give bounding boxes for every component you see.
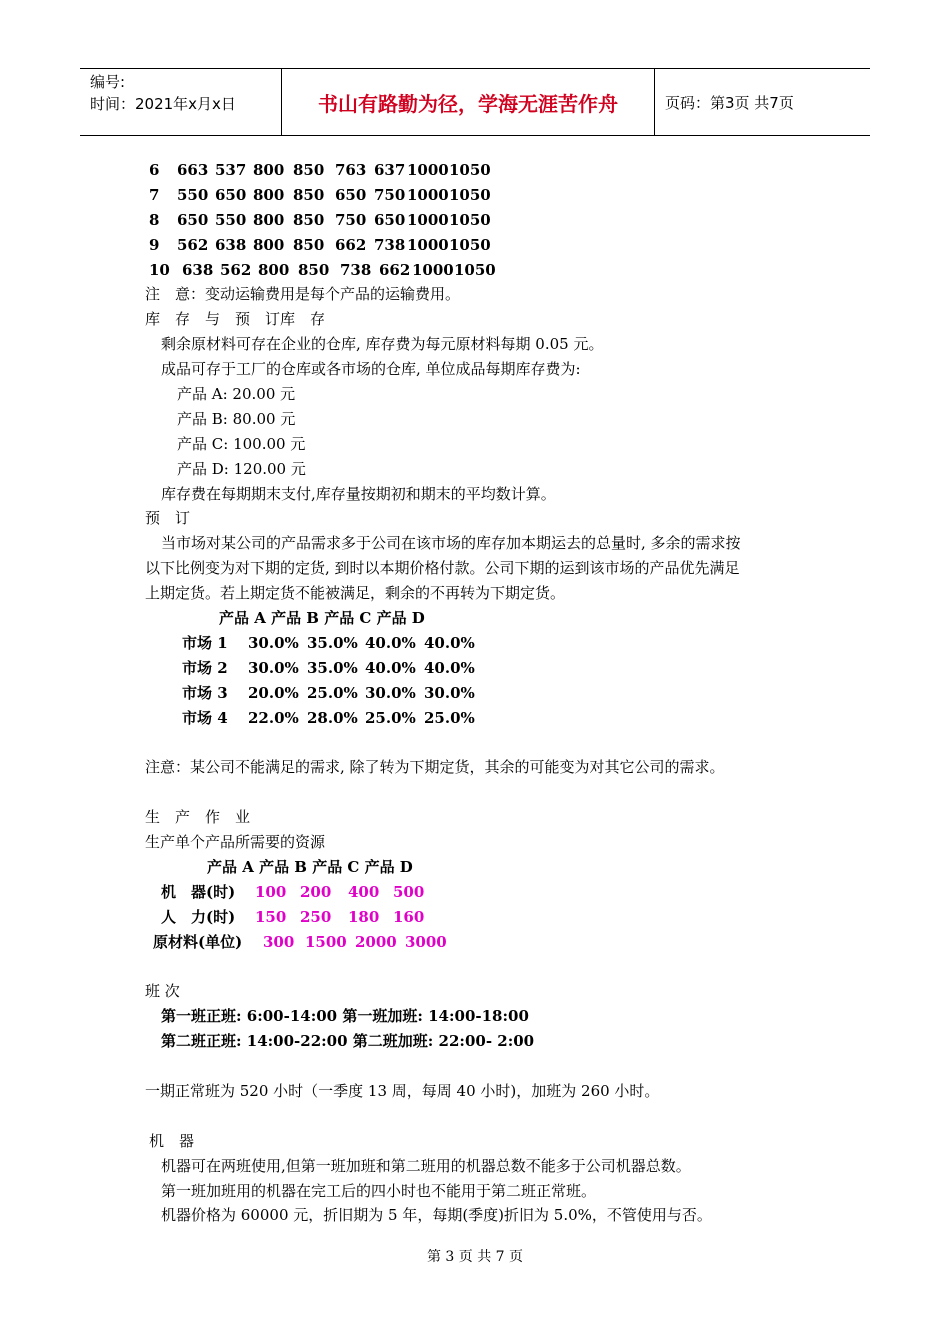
inventory-item: 产品 C: 100.00 元 bbox=[177, 434, 306, 453]
shift-line: 第二班正班: 14:00-22:00 第二班加班: 22:00- 2:00 bbox=[161, 1032, 535, 1051]
cost-cell: 562 bbox=[177, 235, 209, 254]
cost-cell: 800 bbox=[258, 260, 290, 279]
booking-row bbox=[145, 681, 825, 706]
resource-value-cell: 160 bbox=[393, 907, 425, 926]
cost-cell: 650 bbox=[374, 210, 406, 229]
booking-row bbox=[145, 656, 825, 681]
booking-ratio-cell: 30.0% bbox=[365, 683, 416, 702]
booking-ratio-cell: 25.0% bbox=[307, 683, 358, 702]
market-label: 市场 2 bbox=[182, 658, 228, 677]
booking-ratio-cell: 28.0% bbox=[307, 708, 358, 727]
production-resource-table bbox=[145, 880, 825, 955]
booking-ratio-cell: 20.0% bbox=[248, 683, 299, 702]
resource-value-cell: 180 bbox=[348, 907, 380, 926]
cost-cell: 738 bbox=[340, 260, 372, 279]
booking-text-line: 当市场对某公司的产品需求多于公司在该市场的库存加本期运去的总量时, 多余的需求按 bbox=[161, 534, 741, 553]
production-row bbox=[145, 880, 825, 905]
cost-cell: 7 bbox=[149, 185, 160, 204]
production-subheading: 生产单个产品所需要的资源 bbox=[145, 833, 326, 852]
transport-note: 注 意：变动运输费用是每个产品的运输费用。 bbox=[145, 285, 461, 304]
cost-row bbox=[145, 158, 825, 183]
resource-value-cell: 3000 bbox=[405, 932, 447, 951]
cost-cell: 550 bbox=[177, 185, 209, 204]
cost-cell: 850 bbox=[293, 210, 325, 229]
booking-ratio-cell: 35.0% bbox=[307, 658, 358, 677]
cost-cell: 1000 bbox=[407, 235, 449, 254]
cost-row bbox=[145, 183, 825, 208]
cost-cell: 800 bbox=[253, 235, 285, 254]
shifts-heading: 班 次 bbox=[145, 982, 180, 1001]
cost-cell: 1050 bbox=[449, 210, 491, 229]
resource-value-cell: 2000 bbox=[355, 932, 397, 951]
inventory-item: 产品 D: 120.00 元 bbox=[177, 459, 306, 478]
cost-cell: 800 bbox=[253, 210, 285, 229]
cost-cell: 562 bbox=[220, 260, 252, 279]
booking-heading: 预 订 bbox=[145, 509, 191, 528]
booking-ratio-cell: 30.0% bbox=[248, 658, 299, 677]
booking-ratio-cell: 25.0% bbox=[424, 708, 475, 727]
cost-cell: 10 bbox=[149, 260, 170, 279]
resource-value-cell: 200 bbox=[300, 882, 332, 901]
spacer bbox=[145, 955, 825, 980]
header-page-info: 页码：第3页 共7页 bbox=[665, 93, 794, 112]
production-heading: 生 产 作 业 bbox=[145, 808, 251, 827]
cost-cell: 850 bbox=[293, 185, 325, 204]
cost-cell: 1000 bbox=[412, 260, 454, 279]
cost-cell: 1050 bbox=[449, 161, 491, 179]
inventory-item: 产品 A: 20.00 元 bbox=[177, 385, 296, 404]
resource-value-cell: 500 bbox=[393, 882, 425, 901]
cost-row bbox=[145, 208, 825, 233]
inventory-finished-goods: 成品可存于工厂的仓库或各市场的仓库, 单位成品每期库存费为: bbox=[161, 360, 581, 379]
cost-cell: 750 bbox=[335, 210, 367, 229]
doc-date: 时间：2021年x月x日 bbox=[90, 95, 236, 113]
market-label: 市场 3 bbox=[182, 683, 228, 702]
cost-cell: 1000 bbox=[407, 210, 449, 229]
resource-value-cell: 150 bbox=[255, 907, 287, 926]
cost-cell: 738 bbox=[374, 235, 406, 254]
machines-text-line: 机器价格为 60000 元，折旧期为 5 年，每期(季度)折旧为 5.0%，不管使用与否。 bbox=[161, 1206, 712, 1225]
booking-text-line: 以下比例变为对下期的定货, 到时以本期价格付款。公司下期的运到该市场的产品优先满足 bbox=[145, 559, 740, 578]
cost-cell: 650 bbox=[177, 210, 209, 229]
booking-ratio-cell: 22.0% bbox=[248, 708, 299, 727]
page-header bbox=[80, 68, 870, 136]
inventory-heading: 库 存 与 预 订库 存 bbox=[145, 310, 326, 329]
cost-cell: 1050 bbox=[454, 260, 496, 279]
resource-value-cell: 250 bbox=[300, 907, 332, 926]
market-label: 市场 4 bbox=[182, 708, 228, 727]
resource-value-cell: 300 bbox=[263, 932, 295, 951]
booking-ratio-cell: 30.0% bbox=[248, 633, 299, 652]
cost-cell: 850 bbox=[293, 161, 325, 179]
inventory-payment-note: 库存费在每期期末支付,库存量按期初和期末的平均数计算。 bbox=[161, 484, 556, 503]
booking-ratio-cell: 40.0% bbox=[424, 658, 475, 677]
cost-cell: 800 bbox=[253, 185, 285, 204]
header-motto: 书山有路勤为径，学海无涯苦作舟 bbox=[282, 69, 655, 135]
cost-cell: 850 bbox=[298, 260, 330, 279]
machines-text-line: 机器可在两班使用,但第一班加班和第二班用的机器总数不能多于公司机器总数。 bbox=[161, 1156, 691, 1175]
booking-ratio-cell: 25.0% bbox=[365, 708, 416, 727]
cost-cell: 650 bbox=[335, 185, 367, 204]
cost-cell: 1000 bbox=[407, 161, 449, 179]
cost-row bbox=[145, 233, 825, 258]
resource-value-cell: 1500 bbox=[305, 932, 347, 951]
cost-cell: 537 bbox=[215, 161, 247, 179]
resource-label: 人 力(时) bbox=[161, 907, 236, 926]
shift-hours-summary: 一期正常班为 520 小时（一季度 13 周，每周 40 小时)，加班为 260 小时。 bbox=[145, 1081, 660, 1100]
cost-cell: 1050 bbox=[449, 235, 491, 254]
spacer bbox=[145, 1104, 825, 1129]
booking-ratio-cell: 40.0% bbox=[365, 658, 416, 677]
cost-cell: 800 bbox=[253, 161, 285, 179]
resource-label: 机 器(时) bbox=[161, 882, 236, 901]
resource-value-cell: 100 bbox=[255, 882, 287, 901]
document-body bbox=[145, 158, 825, 1228]
cost-cell: 1000 bbox=[407, 185, 449, 204]
inventory-raw-material: 剩余原材料可存在企业的仓库, 库存费为每元原材料每期 0.05 元。 bbox=[161, 335, 604, 354]
cost-cell: 6 bbox=[149, 161, 160, 179]
booking-note: 注意：某公司不能满足的需求, 除了转为下期定货，其余的可能变为对其它公司的需求。 bbox=[145, 758, 725, 777]
cost-cell: 662 bbox=[335, 235, 367, 254]
market-label: 市场 1 bbox=[182, 633, 228, 652]
resource-label: 原材料(单位) bbox=[153, 932, 243, 951]
production-row bbox=[145, 905, 825, 930]
inventory-item: 产品 B: 80.00 元 bbox=[177, 409, 296, 428]
transport-cost-table bbox=[145, 158, 825, 282]
booking-ratio-table bbox=[145, 631, 825, 731]
shift-line: 第一班正班: 6:00-14:00 第一班加班: 14:00-18:00 bbox=[161, 1007, 529, 1026]
cost-cell: 637 bbox=[374, 161, 406, 179]
cost-cell: 1050 bbox=[449, 185, 491, 204]
doc-number-label: 编号: bbox=[90, 73, 126, 91]
cost-cell: 8 bbox=[149, 210, 160, 229]
booking-ratio-cell: 40.0% bbox=[424, 633, 475, 652]
machines-heading: 机 器 bbox=[149, 1131, 195, 1150]
production-table-header: 产品 A 产品 B 产品 C 产品 D bbox=[207, 857, 413, 876]
cost-cell: 763 bbox=[335, 161, 367, 179]
booking-table-header: 产品 A 产品 B 产品 C 产品 D bbox=[219, 609, 425, 628]
booking-ratio-cell: 30.0% bbox=[424, 683, 475, 702]
spacer bbox=[145, 1054, 825, 1079]
cost-cell: 638 bbox=[215, 235, 247, 254]
booking-row bbox=[145, 706, 825, 731]
cost-cell: 662 bbox=[379, 260, 411, 279]
booking-ratio-cell: 35.0% bbox=[307, 633, 358, 652]
cost-cell: 850 bbox=[293, 235, 325, 254]
spacer bbox=[145, 730, 825, 755]
cost-cell: 663 bbox=[177, 161, 209, 179]
cost-cell: 638 bbox=[182, 260, 214, 279]
cost-row bbox=[145, 258, 825, 283]
booking-ratio-cell: 40.0% bbox=[365, 633, 416, 652]
page-footer: 第 3 页 共 7 页 bbox=[426, 1249, 524, 1265]
machines-text-line: 第一班加班用的机器在完工后的四小时也不能用于第二班正常班。 bbox=[161, 1181, 597, 1200]
spacer bbox=[145, 780, 825, 805]
header-left bbox=[80, 69, 282, 135]
booking-text-line: 上期定货。若上期定货不能被满足，剩余的不再转为下期定货。 bbox=[145, 584, 566, 603]
cost-cell: 550 bbox=[215, 210, 247, 229]
cost-cell: 9 bbox=[149, 235, 160, 254]
production-row bbox=[145, 930, 825, 955]
cost-cell: 750 bbox=[374, 185, 406, 204]
booking-row bbox=[145, 631, 825, 656]
resource-value-cell: 400 bbox=[348, 882, 380, 901]
cost-cell: 650 bbox=[215, 185, 247, 204]
